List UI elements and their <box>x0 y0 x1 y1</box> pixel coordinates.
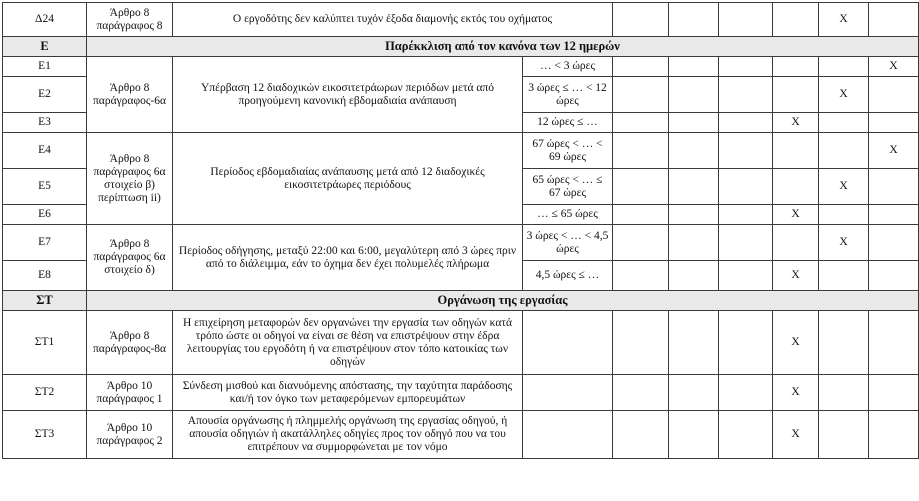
description: Ο εργοδότης δεν καλύπτει τυχόν έξοδα διαμονής εκτός του οχήματος <box>173 3 613 37</box>
severity-mark: X <box>773 375 819 411</box>
description: Σύνδεση μισθού και διανυόμενης απόστασης, την ταχύτητα παράδοσης και/ή τον όγκο των μεταφερόμενων εμπορευμάτων <box>173 375 523 411</box>
section-header-row <box>3 37 919 57</box>
table-row <box>3 311 919 375</box>
severity-mark: X <box>773 113 819 133</box>
table-row <box>3 411 919 459</box>
row-code: Ε8 <box>3 261 87 291</box>
threshold-condition: 3 ώρες ≤ … < 12 ώρες <box>523 77 613 113</box>
severity-mark: X <box>869 133 919 169</box>
description: Υπέρβαση 12 διαδοχικών εικοσιτετράωρων περιόδων μετά από προηγούμενη κανονική εβδομαδιαία ανάπαυση <box>173 57 523 133</box>
threshold-condition: 12 ώρες ≤ … <box>523 113 613 133</box>
article-ref: Άρθρο 8 παράγραφος 6α στοιχείο δ) <box>87 225 173 291</box>
row-code: Ε3 <box>3 113 87 133</box>
table-row <box>3 133 919 169</box>
table-row <box>3 225 919 261</box>
row-code: Ε4 <box>3 133 87 169</box>
article-ref: Άρθρο 10 παράγραφος 1 <box>87 375 173 411</box>
description: Περίοδος εβδομαδιαίας ανάπαυσης μετά από 12 διαδοχικές εικοσιτετράωρες περιόδους <box>173 133 523 225</box>
infringement-table <box>2 2 919 459</box>
row-code: ΣΤ3 <box>3 411 87 459</box>
row-code: Δ24 <box>3 3 87 37</box>
table-row <box>3 375 919 411</box>
row-code: ΣΤ1 <box>3 311 87 375</box>
section-title: Παρέκκλιση από τον κανόνα των 12 ημερών <box>87 37 919 57</box>
row-code: Ε1 <box>3 57 87 77</box>
table-row <box>3 57 919 77</box>
severity-mark: X <box>819 3 869 37</box>
description: Απουσία οργάνωσης ή πλημμελής οργάνωση της εργασίας οδηγού, ή απουσία οδηγιών ή ακατάλληλες οδηγίες προς τον οδηγό που να του επιτρέπουν να συμμορφώνεται με τον νόμο <box>173 411 523 459</box>
article-ref: Άρθρο 8 παράγραφος-8α <box>87 311 173 375</box>
description: Η επιχείρηση μεταφορών δεν οργανώνει την εργασία των οδηγών κατά τρόπο ώστε οι οδηγοί να είναι σε θέση να επιστρέψουν στην έδρα λειτουργίας του εργοδότη ή να επιστρέψουν στον τόπο κατοικίας των οδηγών <box>173 311 523 375</box>
threshold-condition: … < 3 ώρες <box>523 57 613 77</box>
article-ref: Άρθρο 8 παράγραφος 8 <box>87 3 173 37</box>
severity-mark: X <box>819 225 869 261</box>
severity-mark: X <box>819 77 869 113</box>
threshold-condition: … ≤ 65 ώρες <box>523 205 613 225</box>
section-code: ΣΤ <box>3 291 87 311</box>
article-ref: Άρθρο 8 παράγραφος 6α στοιχείο β) περίπτωση ii) <box>87 133 173 225</box>
threshold-condition: 65 ώρες < … ≤ 67 ώρες <box>523 169 613 205</box>
row-code: Ε6 <box>3 205 87 225</box>
description: Περίοδος οδήγησης, μεταξύ 22:00 και 6:00, μεγαλύτερη από 3 ώρες πριν από το διάλειμμα, εάν το όχημα δεν έχει πολυμελές πλήρωμα <box>173 225 523 291</box>
article-ref: Άρθρο 8 παράγραφος-6α <box>87 57 173 133</box>
row-code: Ε5 <box>3 169 87 205</box>
section-code: Ε <box>3 37 87 57</box>
row-code: Ε2 <box>3 77 87 113</box>
threshold-condition: 3 ώρες < … < 4,5 ώρες <box>523 225 613 261</box>
severity-mark: X <box>819 169 869 205</box>
severity-mark: X <box>773 205 819 225</box>
severity-mark: X <box>869 57 919 77</box>
threshold-condition: 67 ώρες < … < 69 ώρες <box>523 133 613 169</box>
severity-mark: X <box>773 261 819 291</box>
table-row <box>3 3 919 37</box>
row-code: Ε7 <box>3 225 87 261</box>
severity-mark: X <box>773 411 819 459</box>
article-ref: Άρθρο 10 παράγραφος 2 <box>87 411 173 459</box>
section-header-row <box>3 291 919 311</box>
row-code: ΣΤ2 <box>3 375 87 411</box>
threshold-condition: 4,5 ώρες ≤ … <box>523 261 613 291</box>
severity-mark: X <box>773 311 819 375</box>
section-title: Οργάνωση της εργασίας <box>87 291 919 311</box>
